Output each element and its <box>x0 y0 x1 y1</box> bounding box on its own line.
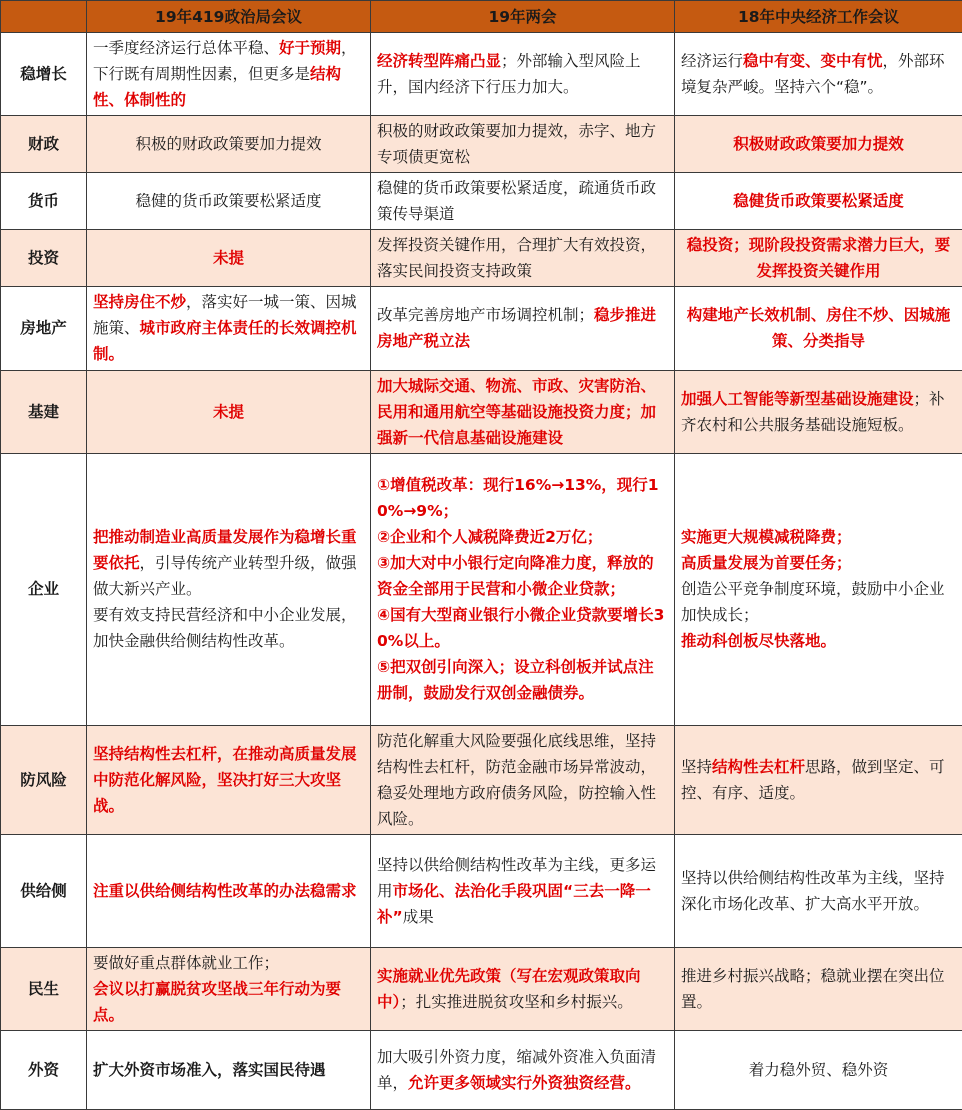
body-text: ，外部环境复杂严峻。坚持六个“稳”。 <box>681 52 945 97</box>
cell-c2 <box>371 287 675 370</box>
body-text: ，下行既有周期性因素，但更多是 <box>93 39 357 84</box>
body-text: 经济运行 <box>681 52 744 71</box>
body-text: 要做好重点群体就业工作； <box>93 953 280 972</box>
cell-c3 <box>675 230 962 287</box>
highlight-text: 稳投资；现阶段投资需求潜力巨大，要发挥投资关键作用 <box>686 236 951 281</box>
highlight-text: ②企业和个人减税降费近2万亿； <box>377 528 603 547</box>
row-category: 供给侧 <box>1 835 87 947</box>
table-row-foreign-capital <box>1 1030 962 1109</box>
body-text: 加大吸引外资力度，缩减外资准入负面清单， <box>377 1047 657 1092</box>
body-text: 稳健的货币政策要松紧适度 <box>135 192 322 211</box>
table-row-real-estate <box>1 287 962 370</box>
cell-c1 <box>87 173 371 230</box>
highlight-text: 未提 <box>212 402 244 421</box>
table-row-risk-prevention <box>1 726 962 835</box>
highlight-text: 坚持结构性去杠杆，在推动高质量发展中防范化解风险，坚决打好三大攻坚战。 <box>93 745 357 816</box>
highlight-text: 未提 <box>212 249 244 268</box>
cell-c1 <box>87 947 371 1030</box>
table-row-stable-growth <box>1 33 962 116</box>
body-text: 成果 <box>402 907 434 926</box>
highlight-text: 市场化、法治化手段巩固“三去一降一补” <box>377 881 651 926</box>
header-col-419-politburo: 19年419政治局会议 <box>87 1 371 33</box>
cell-c3 <box>675 453 962 726</box>
cell-c1 <box>87 33 371 116</box>
body-text: ；补齐农村和公共服务基础设施短板。 <box>681 389 945 434</box>
body-text: 着力稳外贸、稳外资 <box>748 1060 889 1079</box>
header-row <box>1 1 962 33</box>
cell-c1 <box>87 453 371 726</box>
highlight-text: 稳中有变、变中有忧 <box>743 52 883 71</box>
highlight-text: 构建地产长效机制、房住不炒、因城施策、分类指导 <box>686 306 951 351</box>
body-text: 要有效支持民营经济和中小企业发展，加快金融供给侧结构性改革。 <box>93 606 357 651</box>
table-row-livelihood <box>1 947 962 1030</box>
header-corner <box>1 1 87 33</box>
highlight-text: 结构性、体制性的 <box>93 65 342 110</box>
highlight-text: 城市政府主体责任的长效调控机制。 <box>93 319 357 364</box>
highlight-text: 实施就业优先政策（写在宏观政策取向中） <box>377 966 641 1011</box>
cell-c1 <box>87 370 371 453</box>
table-row-fiscal <box>1 116 962 173</box>
header-col-central-economic-work: 18年中央经济工作会议 <box>675 1 962 33</box>
table-row-monetary <box>1 173 962 230</box>
cell-c3 <box>675 173 962 230</box>
body-text: 发挥投资关键作用，合理扩大有效投资，落实民间投资支持政策 <box>377 236 657 281</box>
table-row-investment <box>1 230 962 287</box>
cell-c2 <box>371 1030 675 1109</box>
cell-c2 <box>371 173 675 230</box>
cell-c3 <box>675 947 962 1030</box>
row-category: 货币 <box>1 173 87 230</box>
body-text: 稳健的货币政策要松紧适度，疏通货币政策传导渠道 <box>377 179 657 224</box>
table-row-supply-side <box>1 835 962 947</box>
highlight-text: 经济转型阵痛凸显 <box>377 52 502 71</box>
body-text: 防范化解重大风险要强化底线思维，坚持结构性去杠杆，防范金融市场异常波动，稳妥处理地方政府债务风险，防控输入性风险。 <box>377 732 657 829</box>
table-row-enterprise <box>1 453 962 726</box>
body-text: 坚持以供给侧结构性改革为主线，坚持深化市场化改革、扩大高水平开放。 <box>681 868 945 913</box>
cell-c3 <box>675 33 962 116</box>
highlight-text: 会议以打赢脱贫攻坚战三年行动为要点。 <box>93 979 342 1024</box>
body-text: 改革完善房地产市场调控机制； <box>377 306 595 325</box>
highlight-text: ⑤把双创引向深入；设立科创板并试点注册制，鼓励发行双创金融债券。 <box>377 658 654 703</box>
cell-c2 <box>371 370 675 453</box>
row-category: 房地产 <box>1 287 87 370</box>
row-category: 外资 <box>1 1030 87 1109</box>
cell-c2 <box>371 947 675 1030</box>
cell-c2 <box>371 453 675 726</box>
body-text: 思路，做到坚定、可控、有序、适度。 <box>681 758 945 803</box>
body-text: 推进乡村振兴战略；稳就业摆在突出位置。 <box>681 966 945 1011</box>
body-text: 扩大外资市场准入，落实国民待遇 <box>93 1060 326 1079</box>
body-text: 一季度经济运行总体平稳、 <box>93 39 280 58</box>
row-category: 防风险 <box>1 726 87 835</box>
cell-c3 <box>675 835 962 947</box>
body-text: ，落实好一城一策、因城施策、 <box>93 293 357 338</box>
row-category: 基建 <box>1 370 87 453</box>
row-category: 民生 <box>1 947 87 1030</box>
cell-c1 <box>87 1030 371 1109</box>
cell-c3 <box>675 370 962 453</box>
body-text: 积极的财政政策要加力提效，赤字、地方专项债更宽松 <box>377 122 657 167</box>
highlight-text: 实施更大规模减税降费； <box>681 528 852 547</box>
highlight-text: ③加大对中小银行定向降准力度，释放的资金全部用于民营和小微企业贷款； <box>377 554 654 599</box>
cell-c3 <box>675 1030 962 1109</box>
row-category: 投资 <box>1 230 87 287</box>
highlight-text: 好于预期 <box>279 39 342 58</box>
highlight-text: 允许更多领域实行外资独资经营。 <box>408 1073 641 1092</box>
cell-c1 <box>87 230 371 287</box>
highlight-text: ①增值税改革：现行16%→13%，现行10%→9%； <box>377 476 659 521</box>
cell-c2 <box>371 116 675 173</box>
cell-c2 <box>371 230 675 287</box>
table-row-infrastructure <box>1 370 962 453</box>
highlight-text: 加强人工智能等新型基础设施建设 <box>681 389 914 408</box>
cell-c3 <box>675 726 962 835</box>
body-text: ，引导传统产业转型升级，做强做大新兴产业。 <box>93 554 357 599</box>
cell-c1 <box>87 835 371 947</box>
body-text: 坚持 <box>681 758 713 777</box>
cell-c3 <box>675 116 962 173</box>
body-text: ；扎实推进脱贫攻坚和乡村振兴。 <box>400 992 633 1011</box>
body-text: ；外部输入型风险上升，国内经济下行压力加大。 <box>377 52 641 97</box>
highlight-text: 高质量发展为首要任务； <box>681 554 852 573</box>
highlight-text: 加大城际交通、物流、市政、灾害防治、民用和通用航空等基础设施投资力度；加强新一代信息基础设施建设 <box>377 376 657 447</box>
cell-c1 <box>87 287 371 370</box>
body-text: 积极的财政政策要加力提效 <box>135 135 322 154</box>
highlight-text: 把推动制造业高质量发展作为稳增长重要依托 <box>93 528 357 573</box>
highlight-text: 稳步推进房地产税立法 <box>377 306 657 351</box>
cell-c1 <box>87 116 371 173</box>
cell-c1 <box>87 726 371 835</box>
row-category: 企业 <box>1 453 87 726</box>
cell-c2 <box>371 33 675 116</box>
highlight-text: 积极财政政策要加力提效 <box>733 135 904 154</box>
highlight-text: 注重以供给侧结构性改革的办法稳需求 <box>93 881 357 900</box>
body-text: 创造公平竞争制度环境，鼓励中小企业加快成长； <box>681 580 945 625</box>
row-category: 稳增长 <box>1 33 87 116</box>
highlight-text: 推动科创板尽快落地。 <box>681 632 837 651</box>
highlight-text: 坚持房住不炒 <box>93 293 187 312</box>
cell-c3 <box>675 287 962 370</box>
header-col-two-sessions: 19年两会 <box>371 1 675 33</box>
highlight-text: 结构性去杠杆 <box>712 758 806 777</box>
row-category: 财政 <box>1 116 87 173</box>
cell-c2 <box>371 835 675 947</box>
cell-c2 <box>371 726 675 835</box>
highlight-text: 稳健货币政策要松紧适度 <box>733 192 904 211</box>
highlight-text: ④国有大型商业银行小微企业贷款要增长30%以上。 <box>377 606 665 651</box>
body-text: 坚持以供给侧结构性改革为主线，更多运用 <box>377 855 657 900</box>
